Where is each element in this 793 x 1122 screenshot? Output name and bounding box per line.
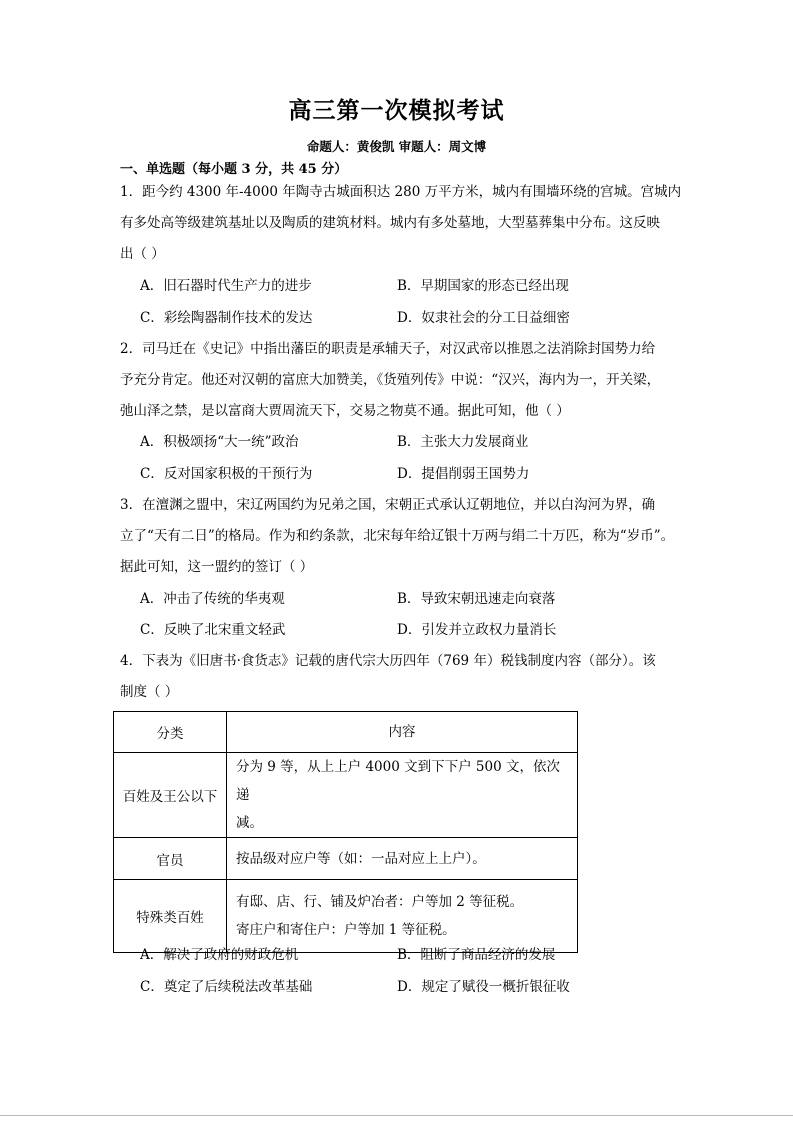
question-2-option-b[interactable]: B．主张大力发展商业 [397,434,529,450]
question-4-option-c[interactable]: C．奠定了后续税法改革基础 [140,979,313,995]
question-1-option-a[interactable]: A．旧石器时代生产力的进步 [140,278,312,294]
question-4-option-d[interactable]: D．规定了赋役一概折银征收 [397,979,570,995]
table-row [114,838,578,880]
content-line: 寄庄户和寄住户：户等加 1 等征税。 [236,922,456,938]
question-3-line-3: 据此可知，这一盟约的签订（ ） [120,559,314,575]
question-2-line-2: 予充分肯定。他还对汉朝的富庶大加赞美，《货殖列传》中说：“汉兴，海内为一，开关梁， [120,372,661,388]
section-heading: 一、单选题（每小题 3 分，共 45 分） [120,162,348,177]
table-cell-category: 特殊类百姓 [114,880,227,953]
question-3-line-1: 3．在澶渊之盟中，宋辽两国约为兄弟之国，宋朝正式承认辽朝地位，并以白沟河为界，确 [120,497,656,513]
table-cell-content [227,753,578,838]
table-row [114,753,578,838]
question-1-line-2: 有多处高等级建筑基址以及陶质的建筑材料。城内有多处墓地，大型墓葬集中分布。这反映 [120,215,660,231]
table-header-category: 分类 [114,712,227,753]
content-line: 按品级对应户等（如：一品对应上上户）。 [236,850,486,867]
content-line: 分为 9 等，从上上户 4000 文到下下户 500 文，依次递 [236,759,560,803]
question-3-option-b[interactable]: B．导致宋朝迅速走向衰落 [397,591,556,607]
question-4-option-a[interactable]: A．解决了政府的财政危机 [140,947,299,963]
question-3-option-d[interactable]: D．引发并立政权力量消长 [397,622,557,638]
question-1-option-d[interactable]: D．奴隶社会的分工日益细密 [397,310,570,326]
question-3-option-a[interactable]: A．冲击了传统的华夷观 [140,591,285,607]
tax-table [113,711,578,953]
table-cell-category: 百姓及王公以下 [114,753,227,838]
question-3-line-2: 立了“天有二日”的格局。作为和约条款，北宋每年给辽银十万两与绢二十万匹，称为“岁币”。 [120,528,675,544]
question-2-option-c[interactable]: C．反对国家积极的干预行为 [140,466,313,482]
table-row [114,880,578,953]
question-2-line-1: 2．司马迁在《史记》中指出藩臣的职责是承辅天子，对汉武帝以推恩之法消除封国势力给 [120,341,656,357]
question-1-line-3: 出（ ） [120,246,165,262]
question-4-option-b[interactable]: B．阻断了商品经济的发展 [397,947,556,963]
table-header-row [114,712,578,753]
question-3-option-c[interactable]: C．反映了北宋重文轻武 [140,622,286,638]
table-cell-content [227,838,578,880]
question-4-line-2: 制度（ ） [120,684,179,700]
page-title: 高三第一次模拟考试 [288,97,505,124]
table-cell-category: 官员 [114,838,227,880]
question-4-line-1: 4．下表为《旧唐书·食货志》记载的唐代宗大历四年（769 年）税钱制度内容（部分）。该 [120,653,656,669]
table-header-content: 内容 [227,712,578,753]
question-1-option-b[interactable]: B．早期国家的形态已经出现 [397,278,569,294]
question-2-option-d[interactable]: D．提倡削弱王国势力 [397,466,530,482]
question-1-option-c[interactable]: C．彩绘陶器制作技术的发达 [140,310,313,326]
question-2-line-3: 弛山泽之禁，是以富商大贾周流天下，交易之物莫不通。据此可知，他（ ） [120,403,570,419]
page-bottom-divider [0,1115,793,1116]
content-line: 减。 [236,815,263,831]
question-1-line-1: 1．距今约 4300 年-4000 年陶寺古城面积达 280 万平方米，城内有围墙环绕的宫城。宫城内 [120,184,682,200]
question-2-option-a[interactable]: A．积极颂扬“大一统”政治 [140,434,299,450]
content-line: 有邸、店、行、铺及炉冶者：户等加 2 等征税。 [236,894,524,910]
table-cell-content [227,880,578,953]
authors-line: 命题人：黄俊凯 审题人：周文博 [306,139,487,154]
